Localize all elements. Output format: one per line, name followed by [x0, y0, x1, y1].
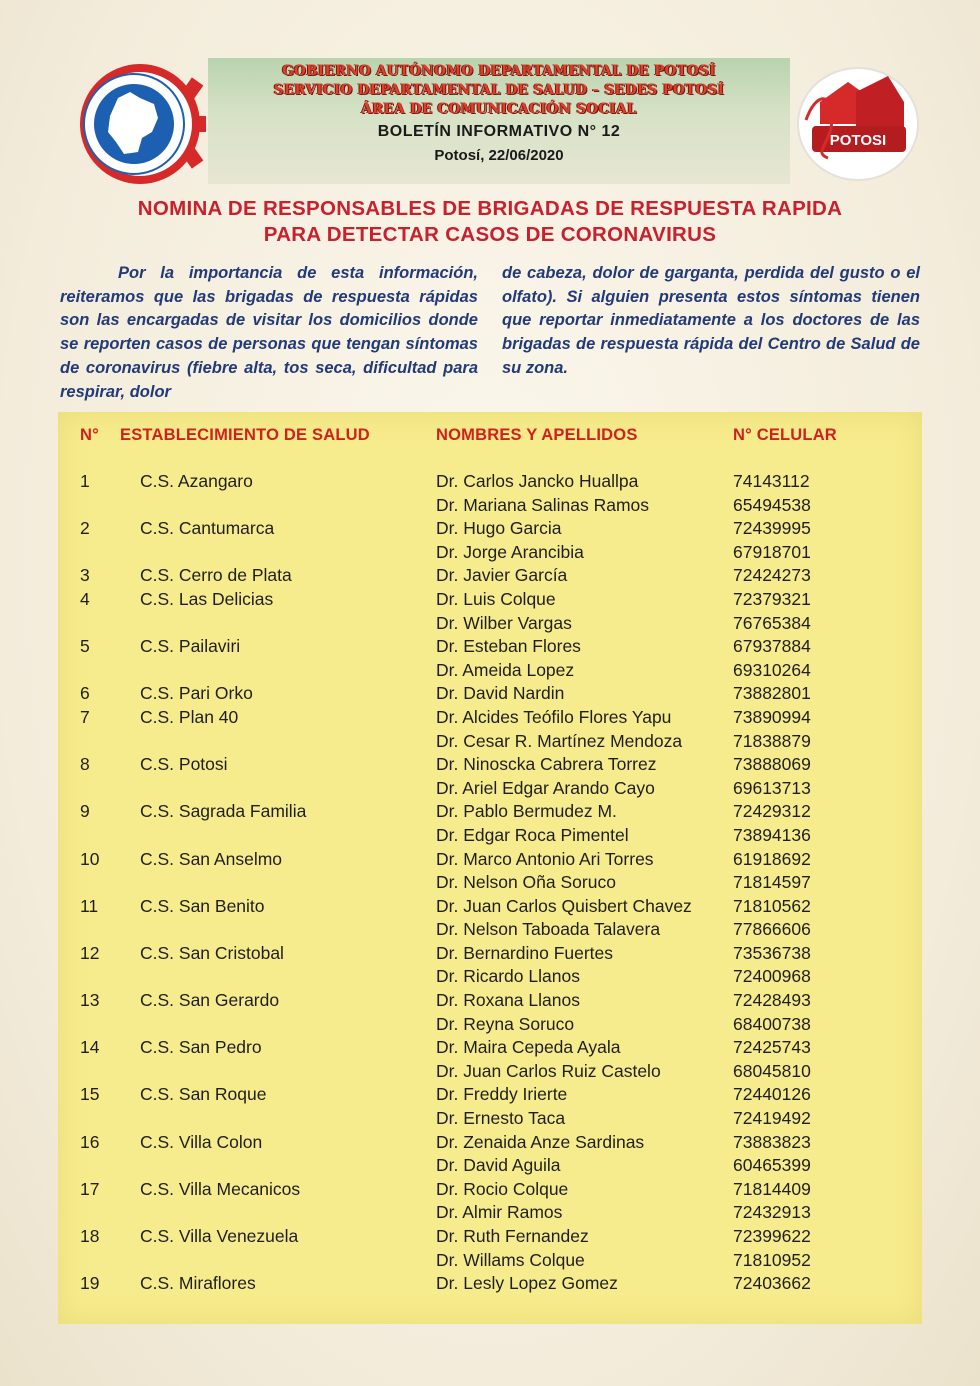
doctor-name: Dr. Mariana Salinas Ramos — [436, 494, 649, 515]
doctor-name: Dr. Maira Cepeda Ayala — [436, 1037, 621, 1058]
establishment-name: C.S. San Gerardo — [140, 990, 280, 1011]
table-row — [58, 730, 922, 754]
cellphone-number: 72432913 — [733, 1202, 811, 1223]
doctor-name: Dr. Juan Carlos Quisbert Chavez — [436, 895, 692, 916]
establishment-group — [58, 989, 922, 1036]
table-row — [58, 635, 922, 659]
row-number: 19 — [80, 1273, 100, 1294]
row-number: 12 — [80, 942, 100, 963]
establishment-name: C.S. San Anselmo — [140, 848, 283, 869]
table-row — [58, 1178, 922, 1202]
table-row — [58, 989, 922, 1013]
establishment-group — [58, 1036, 922, 1083]
establishment-name: C.S. San Cristobal — [140, 942, 284, 963]
establishment-group — [58, 942, 922, 989]
establishment-name: C.S. Miraflores — [140, 1273, 256, 1294]
row-number: 2 — [80, 518, 90, 539]
establishment-group — [58, 564, 922, 588]
doctor-name: Dr. Jorge Arancibia — [436, 541, 584, 562]
doctor-name: Dr. Nelson Taboada Talavera — [436, 919, 661, 940]
table-row — [58, 918, 922, 942]
row-number: 7 — [80, 706, 90, 727]
table-row — [58, 588, 922, 612]
title-line-2: PARA DETECTAR CASOS DE CORONAVIRUS — [263, 223, 717, 246]
establishment-name: C.S. Cantumarca — [140, 518, 275, 539]
table-row — [58, 753, 922, 777]
sedes-potosi-logo-icon — [792, 62, 922, 182]
establishment-group — [58, 682, 922, 706]
establishment-name: C.S. San Benito — [140, 895, 265, 916]
table-row — [58, 1060, 922, 1084]
row-number: 10 — [80, 848, 100, 869]
cellphone-number: 71814409 — [733, 1178, 811, 1199]
doctor-name: Dr. Ricardo Llanos — [436, 966, 580, 987]
table-row — [58, 1036, 922, 1060]
doctor-name: Dr. Hugo Garcia — [436, 518, 562, 539]
cellphone-number: 73894136 — [733, 824, 811, 845]
header-num: N° — [80, 426, 99, 444]
banner-line-3: ÁREA DE COMUNICACIÓN SOCIAL — [361, 101, 637, 117]
doctor-name: Dr. Ruth Fernandez — [436, 1226, 589, 1246]
table-row — [58, 470, 922, 494]
header — [58, 56, 924, 188]
establishment-group — [58, 635, 922, 682]
doctor-name: Dr. Freddy Irierte — [436, 1084, 568, 1105]
banner-line-1: GOBIERNO AUTÓNOMO DEPARTAMENTAL DE POTOSÍ — [282, 63, 716, 79]
title-line-1: NOMINA DE RESPONSABLES DE BRIGADAS DE RESPUESTA RAPIDA — [137, 197, 843, 220]
doctor-name: Dr. Ariel Edgar Arando Cayo — [436, 777, 655, 798]
establishment-group — [58, 1178, 922, 1225]
table-row — [58, 612, 922, 636]
cellphone-number: 72440126 — [733, 1084, 811, 1105]
establishment-group — [58, 895, 922, 942]
cellphone-number: 77866606 — [733, 919, 811, 940]
doctor-name: Dr. Zenaida Anze Sardinas — [436, 1131, 645, 1152]
establishment-name: C.S. Villa Colon — [140, 1131, 263, 1152]
cellphone-number: 73888069 — [733, 754, 811, 775]
establishment-group — [58, 706, 922, 753]
establishment-name: C.S. Azangaro — [140, 471, 253, 491]
doctor-name: Dr. Reyna Soruco — [436, 1013, 575, 1034]
establishment-name: C.S. Sagrada Familia — [140, 801, 307, 822]
table-row — [58, 706, 922, 730]
doctor-name: Dr. David Nardin — [436, 683, 565, 704]
doctor-name: Dr. Ninoscka Cabrera Torrez — [436, 754, 657, 775]
cellphone-number: 72403662 — [733, 1273, 811, 1294]
establishment-group — [58, 753, 922, 800]
intro-paragraph-left: Por la importancia de esta información, reiteramos que las brigadas de respuesta rápidas son las encargadas de visitar los domicilios donde se reporten casos de personas que tengan síntomas de coronavirus (fiebre alta, tos seca, dificultad para respirar, dolor — [60, 264, 478, 401]
table-row — [58, 824, 922, 848]
table-row — [58, 494, 922, 518]
table-row — [58, 1249, 922, 1273]
doctor-name: Dr. Cesar R. Martínez Mendoza — [436, 730, 683, 751]
establishment-name: C.S. Pari Orko — [140, 683, 253, 704]
doctor-name: Dr. Esteban Flores — [436, 636, 581, 657]
doctor-name: Dr. Edgar Roca Pimentel — [436, 824, 629, 845]
doctor-name: Dr. David Aguila — [436, 1155, 561, 1176]
row-number: 9 — [80, 801, 90, 822]
table-row — [58, 659, 922, 683]
establishment-group — [58, 1225, 922, 1272]
cellphone-number: 72429312 — [733, 801, 811, 822]
cellphone-number: 72400968 — [733, 966, 811, 987]
row-number: 13 — [80, 990, 100, 1011]
cellphone-number: 76765384 — [733, 612, 811, 633]
row-number: 14 — [80, 1037, 100, 1058]
table-row — [58, 895, 922, 919]
doctor-name: Dr. Almir Ramos — [436, 1202, 563, 1223]
row-number: 17 — [80, 1178, 100, 1199]
establishment-group — [58, 588, 922, 635]
gobernacion-logo-icon — [58, 58, 208, 186]
establishment-group — [58, 1083, 922, 1130]
table-body — [58, 470, 922, 1296]
cellphone-number: 65494538 — [733, 494, 811, 515]
cellphone-number: 67937884 — [733, 636, 811, 657]
banner-line-2: SERVICIO DEPARTAMENTAL DE SALUD – SEDES POTOSÍ — [273, 82, 725, 98]
doctor-name: Dr. Ernesto Taca — [436, 1108, 566, 1129]
cellphone-number: 72425743 — [733, 1037, 811, 1058]
establishment-name: C.S. Las Delicias — [140, 588, 274, 609]
row-number: 6 — [80, 683, 90, 704]
cellphone-number: 73882801 — [733, 683, 811, 704]
doctor-name: Dr. Roxana Llanos — [436, 990, 580, 1011]
page-title — [40, 196, 940, 248]
doctor-name: Dr. Carlos Jancko Huallpa — [436, 471, 639, 491]
row-number: 5 — [80, 636, 90, 657]
bulletin-number: BOLETÍN INFORMATIVO N° 12 — [377, 123, 621, 140]
table-row — [58, 942, 922, 966]
doctor-name: Dr. Lesly Lopez Gomez — [436, 1273, 618, 1294]
cellphone-number: 67918701 — [733, 541, 811, 562]
cellphone-number: 71838879 — [733, 730, 811, 751]
header-banner — [208, 58, 790, 184]
table-row — [58, 1131, 922, 1155]
cellphone-number: 72428493 — [733, 990, 811, 1011]
establishment-group — [58, 1272, 922, 1296]
doctor-name: Dr. Javier García — [436, 565, 568, 586]
table-row — [58, 871, 922, 895]
cellphone-number: 73890994 — [733, 706, 811, 727]
establishment-group — [58, 517, 922, 564]
cellphone-number: 71814597 — [733, 872, 811, 893]
establishment-name: C.S. Pailaviri — [140, 636, 241, 657]
table-row — [58, 1083, 922, 1107]
cellphone-number: 68045810 — [733, 1060, 811, 1081]
row-number: 4 — [80, 588, 90, 609]
row-number: 11 — [80, 895, 99, 916]
table-row — [58, 1272, 922, 1296]
doctor-name: Dr. Bernardino Fuertes — [436, 942, 614, 963]
cellphone-number: 68400738 — [733, 1013, 811, 1034]
table-row — [58, 800, 922, 824]
row-number: 8 — [80, 754, 90, 775]
table-row — [58, 541, 922, 565]
establishment-name: C.S. San Pedro — [140, 1037, 262, 1058]
row-number: 15 — [80, 1084, 100, 1105]
doctor-name: Dr. Nelson Oña Soruco — [436, 872, 616, 893]
doctor-name: Dr. Pablo Bermudez M. — [436, 801, 617, 822]
row-number: 1 — [80, 471, 90, 491]
bulletin-date: Potosí, 22/06/2020 — [434, 147, 564, 164]
establishment-name: C.S. Villa Mecanicos — [140, 1178, 301, 1199]
table-row — [58, 517, 922, 541]
cellphone-number: 72399622 — [733, 1226, 811, 1246]
cellphone-number: 71810952 — [733, 1249, 811, 1270]
row-number: 18 — [80, 1226, 100, 1246]
table-row — [58, 848, 922, 872]
doctor-name: Dr. Wilber Vargas — [436, 612, 572, 633]
establishment-group — [58, 848, 922, 895]
table-row — [58, 965, 922, 989]
establishment-group — [58, 1131, 922, 1178]
doctor-name: Dr. Luis Colque — [436, 588, 556, 609]
cellphone-number: 72379321 — [733, 588, 811, 609]
right-logo-text: POTOSI — [829, 132, 887, 149]
cellphone-number: 72419492 — [733, 1108, 811, 1129]
doctor-name: Dr. Marco Antonio Ari Torres — [436, 848, 654, 869]
header-names: NOMBRES Y APELLIDOS — [436, 426, 638, 444]
doctor-name: Dr. Willams Colque — [436, 1249, 585, 1270]
table-header — [58, 426, 922, 450]
table-row — [58, 1107, 922, 1131]
table-row — [58, 564, 922, 588]
cellphone-number: 73883823 — [733, 1131, 811, 1152]
table-row — [58, 1225, 922, 1249]
cellphone-number: 69613713 — [733, 777, 811, 798]
row-number: 3 — [80, 565, 90, 586]
cellphone-number: 73536738 — [733, 942, 811, 963]
cellphone-number: 60465399 — [733, 1155, 811, 1176]
cellphone-number: 61918692 — [733, 848, 811, 869]
cellphone-number: 69310264 — [733, 659, 811, 680]
header-establishment: ESTABLECIMIENTO DE SALUD — [120, 426, 370, 444]
table-row — [58, 1154, 922, 1178]
header-cellphone: N° CELULAR — [733, 426, 837, 444]
establishment-group — [58, 470, 922, 517]
table-row — [58, 777, 922, 801]
cellphone-number: 72424273 — [733, 565, 811, 586]
establishment-name: C.S. Plan 40 — [140, 706, 239, 727]
row-number: 16 — [80, 1131, 100, 1152]
table-row — [58, 1013, 922, 1037]
doctor-name: Dr. Alcides Teófilo Flores Yapu — [436, 706, 672, 727]
table-row — [58, 682, 922, 706]
establishment-name: C.S. Cerro de Plata — [140, 565, 292, 586]
intro-paragraph-right: de cabeza, dolor de garganta, perdida del gusto o el olfato). Si alguien presenta estos síntomas tienen que reportar inmediatamente a los doctores de las brigadas de respuesta rápida del Centro de Salud de su zona. — [502, 264, 920, 377]
doctor-name: Dr. Juan Carlos Ruiz Castelo — [436, 1060, 661, 1081]
establishment-group — [58, 800, 922, 847]
brigades-table — [58, 412, 922, 1324]
doctor-name: Dr. Rocio Colque — [436, 1178, 569, 1199]
cellphone-number: 71810562 — [733, 895, 811, 916]
establishment-name: C.S. San Roque — [140, 1084, 267, 1105]
establishment-name: C.S. Villa Venezuela — [140, 1226, 299, 1246]
cellphone-number: 74143112 — [733, 471, 810, 491]
establishment-name: C.S. Potosi — [140, 754, 228, 775]
doctor-name: Dr. Ameida Lopez — [436, 659, 575, 680]
cellphone-number: 72439995 — [733, 518, 811, 539]
table-row — [58, 1201, 922, 1225]
